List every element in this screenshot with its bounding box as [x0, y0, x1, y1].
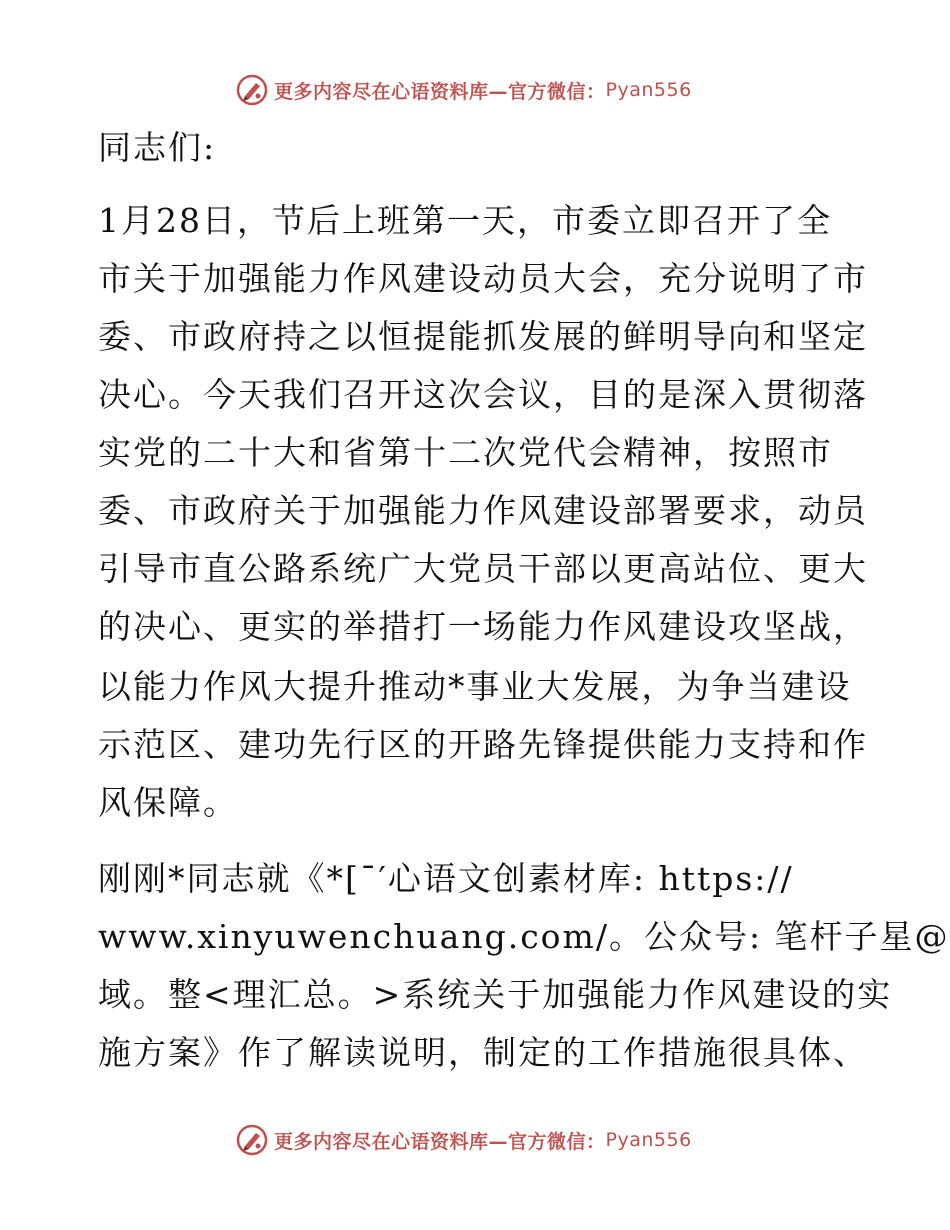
- header-watermark: [236, 72, 692, 108]
- salutation-line: 同志们:: [98, 128, 217, 167]
- text-line: 以能力作风大提升推动*事业大发展，为争当建设: [98, 667, 852, 706]
- pen-logo-icon: [236, 1124, 268, 1156]
- watermark-wechat-id: Pyan556: [605, 79, 692, 101]
- text-line: 引导市直公路系统广大党员干部以更高站位、更大: [98, 549, 868, 588]
- footer-watermark: [236, 1122, 692, 1158]
- text-line: 1月28日，节后上班第一天，市委立即召开了全: [98, 201, 832, 240]
- watermark-text: 更多内容尽在心语资料库—官方微信：: [274, 1130, 606, 1153]
- text-line: www.xinyuwenchuang.com/。公众号: 笔杆子星@: [98, 917, 950, 956]
- text-line: 示范区、建功先行区的开路先锋提供能力支持和作: [98, 725, 868, 764]
- text-line: 风保障。: [98, 783, 238, 822]
- watermark-text: 更多内容尽在心语资料库—官方微信：: [274, 80, 606, 103]
- text-line: 域。整<理汇总。>系统关于加强能力作风建设的实: [98, 975, 893, 1014]
- text-line: 决心。今天我们召开这次会议，目的是深入贯彻落: [98, 375, 868, 414]
- text-line: 市关于加强能力作风建设动员大会，充分说明了市: [98, 259, 868, 298]
- text-line: 施方案》作了解读说明，制定的工作措施很具体、: [98, 1033, 868, 1072]
- text-line: 的决心、更实的举措打一场能力作风建设攻坚战，: [98, 607, 868, 646]
- pen-logo-icon: [236, 74, 268, 106]
- text-line: 刚刚*同志就《*[¯′心语文创素材库: https://: [98, 859, 794, 898]
- text-line: 委、市政府持之以恒提能抓发展的鲜明导向和坚定: [98, 317, 868, 356]
- text-line: 委、市政府关于加强能力作风建设部署要求，动员: [98, 491, 868, 530]
- text-line: 实党的二十大和省第十二次党代会精神，按照市: [98, 433, 833, 472]
- watermark-wechat-id: Pyan556: [605, 1129, 692, 1151]
